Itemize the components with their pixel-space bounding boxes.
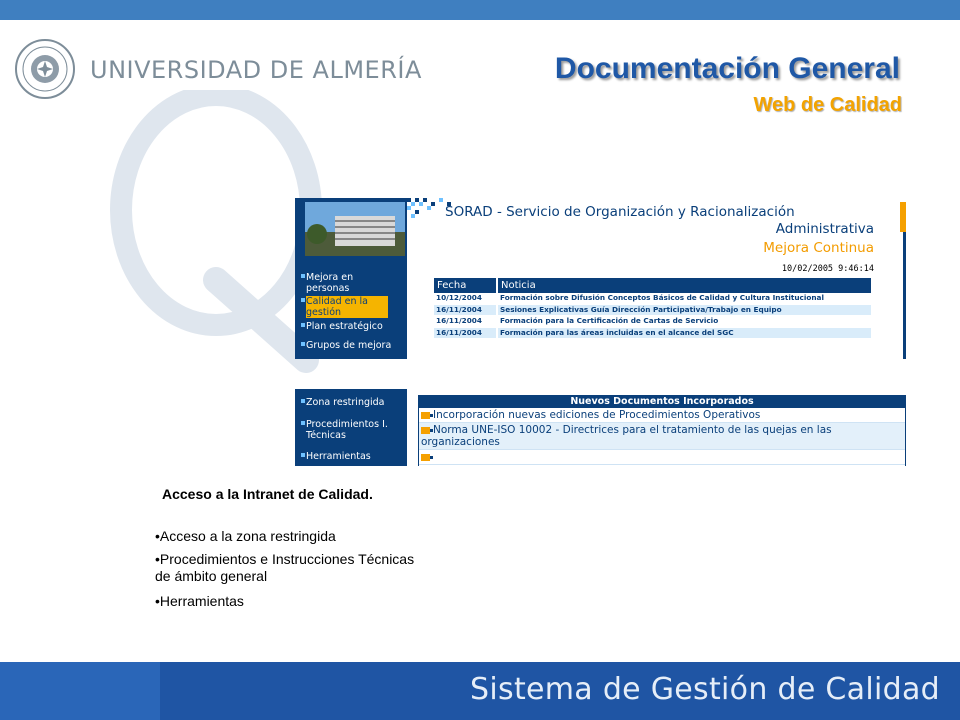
bullet-icon bbox=[301, 453, 305, 457]
sorad-nav-grupos-mejora[interactable]: Grupos de mejora bbox=[301, 340, 391, 351]
documents-sidebar bbox=[295, 389, 407, 466]
news-text[interactable]: Formación sobre Difusión Conceptos Básicos de Calidad y Cultura Institucional bbox=[497, 293, 872, 304]
sorad-nav-calidad-gestion[interactable]: Calidad en la gestión bbox=[301, 296, 388, 318]
sorad-nav-plan-estrategico[interactable]: Plan estratégico bbox=[301, 321, 383, 332]
new-documents-header: Nuevos Documentos Incorporados bbox=[419, 396, 905, 408]
table-row[interactable] bbox=[434, 316, 872, 328]
news-date: 16/11/2004 bbox=[434, 316, 497, 328]
footer-left-block bbox=[0, 662, 160, 720]
page-title: Documentación General bbox=[554, 52, 900, 85]
sorad-right-border bbox=[903, 232, 906, 359]
document-icon bbox=[421, 427, 430, 434]
news-date: 16/11/2004 bbox=[434, 327, 497, 339]
news-text[interactable]: Formación para las áreas incluidas en el alcance del SGC bbox=[497, 327, 872, 339]
documents-screenshot bbox=[295, 389, 906, 466]
document-icon bbox=[421, 454, 430, 461]
list-item: •Procedimientos e Instrucciones Técnicas de ámbito general bbox=[155, 551, 415, 584]
news-date: 16/11/2004 bbox=[434, 304, 497, 316]
column-header-fecha: Fecha bbox=[434, 278, 497, 293]
document-item[interactable]: Norma UNE-ISO 10002 - Directrices para el tratamiento de las quejas en las organizaciones bbox=[419, 423, 905, 450]
university-seal-icon bbox=[14, 38, 76, 100]
sorad-title: SORAD - Servicio de Organización y Racionalización bbox=[445, 204, 795, 220]
sorad-nav-mejora-personas[interactable]: Mejora en personas bbox=[301, 272, 386, 294]
bullet-icon bbox=[301, 399, 305, 403]
news-table-header bbox=[434, 278, 872, 293]
nav-herramientas[interactable]: Herramientas bbox=[301, 451, 371, 462]
orange-accent-bar bbox=[900, 202, 906, 232]
news-table bbox=[434, 278, 873, 339]
footer-bar bbox=[0, 662, 960, 720]
nav-procedimientos[interactable]: Procedimientos I. Técnicas bbox=[301, 419, 406, 441]
university-logo[interactable] bbox=[14, 38, 484, 100]
news-text[interactable]: Sesiones Explicativas Guía Dirección Participativa/Trabajo en Equipo bbox=[497, 304, 872, 316]
table-row[interactable] bbox=[434, 327, 872, 339]
university-name: UNIVERSIDAD DE ALMERÍA bbox=[90, 56, 422, 84]
footer-title: Sistema de Gestión de Calidad bbox=[470, 672, 940, 707]
bullet-icon bbox=[301, 274, 305, 278]
sorad-sidebar bbox=[295, 198, 407, 359]
table-row[interactable] bbox=[434, 304, 872, 316]
page-subtitle: Web de Calidad bbox=[753, 94, 902, 116]
column-header-noticia: Noticia bbox=[497, 278, 872, 293]
news-date: 10/12/2004 bbox=[434, 293, 497, 304]
bullet-icon bbox=[301, 342, 305, 346]
bullet-icon bbox=[301, 421, 305, 425]
bullet-icon bbox=[301, 323, 305, 327]
list-item: •Herramientas bbox=[155, 593, 244, 609]
new-documents-panel bbox=[418, 395, 906, 466]
news-text[interactable]: Formación para la Certificación de Cartas de Servicio bbox=[497, 316, 872, 328]
building-photo bbox=[305, 202, 405, 256]
list-item: •Acceso a la zona restringida bbox=[155, 528, 336, 544]
sorad-datetime: 10/02/2005 9:46:14 bbox=[781, 264, 874, 274]
document-icon bbox=[421, 412, 430, 419]
access-title: Acceso a la Intranet de Calidad. bbox=[162, 486, 373, 502]
table-row[interactable] bbox=[434, 293, 872, 304]
bullet-icon bbox=[301, 298, 305, 302]
sorad-subtitle: Mejora Continua bbox=[763, 240, 874, 256]
document-item[interactable] bbox=[419, 450, 905, 465]
document-item[interactable]: Incorporación nuevas ediciones de Procedimientos Operativos bbox=[419, 408, 905, 423]
top-bar bbox=[0, 0, 960, 20]
nav-zona-restringida[interactable]: Zona restringida bbox=[301, 397, 385, 408]
access-bullet-list bbox=[155, 528, 415, 610]
sorad-screenshot bbox=[295, 198, 906, 359]
sorad-title-line2: Administrativa bbox=[775, 221, 874, 237]
